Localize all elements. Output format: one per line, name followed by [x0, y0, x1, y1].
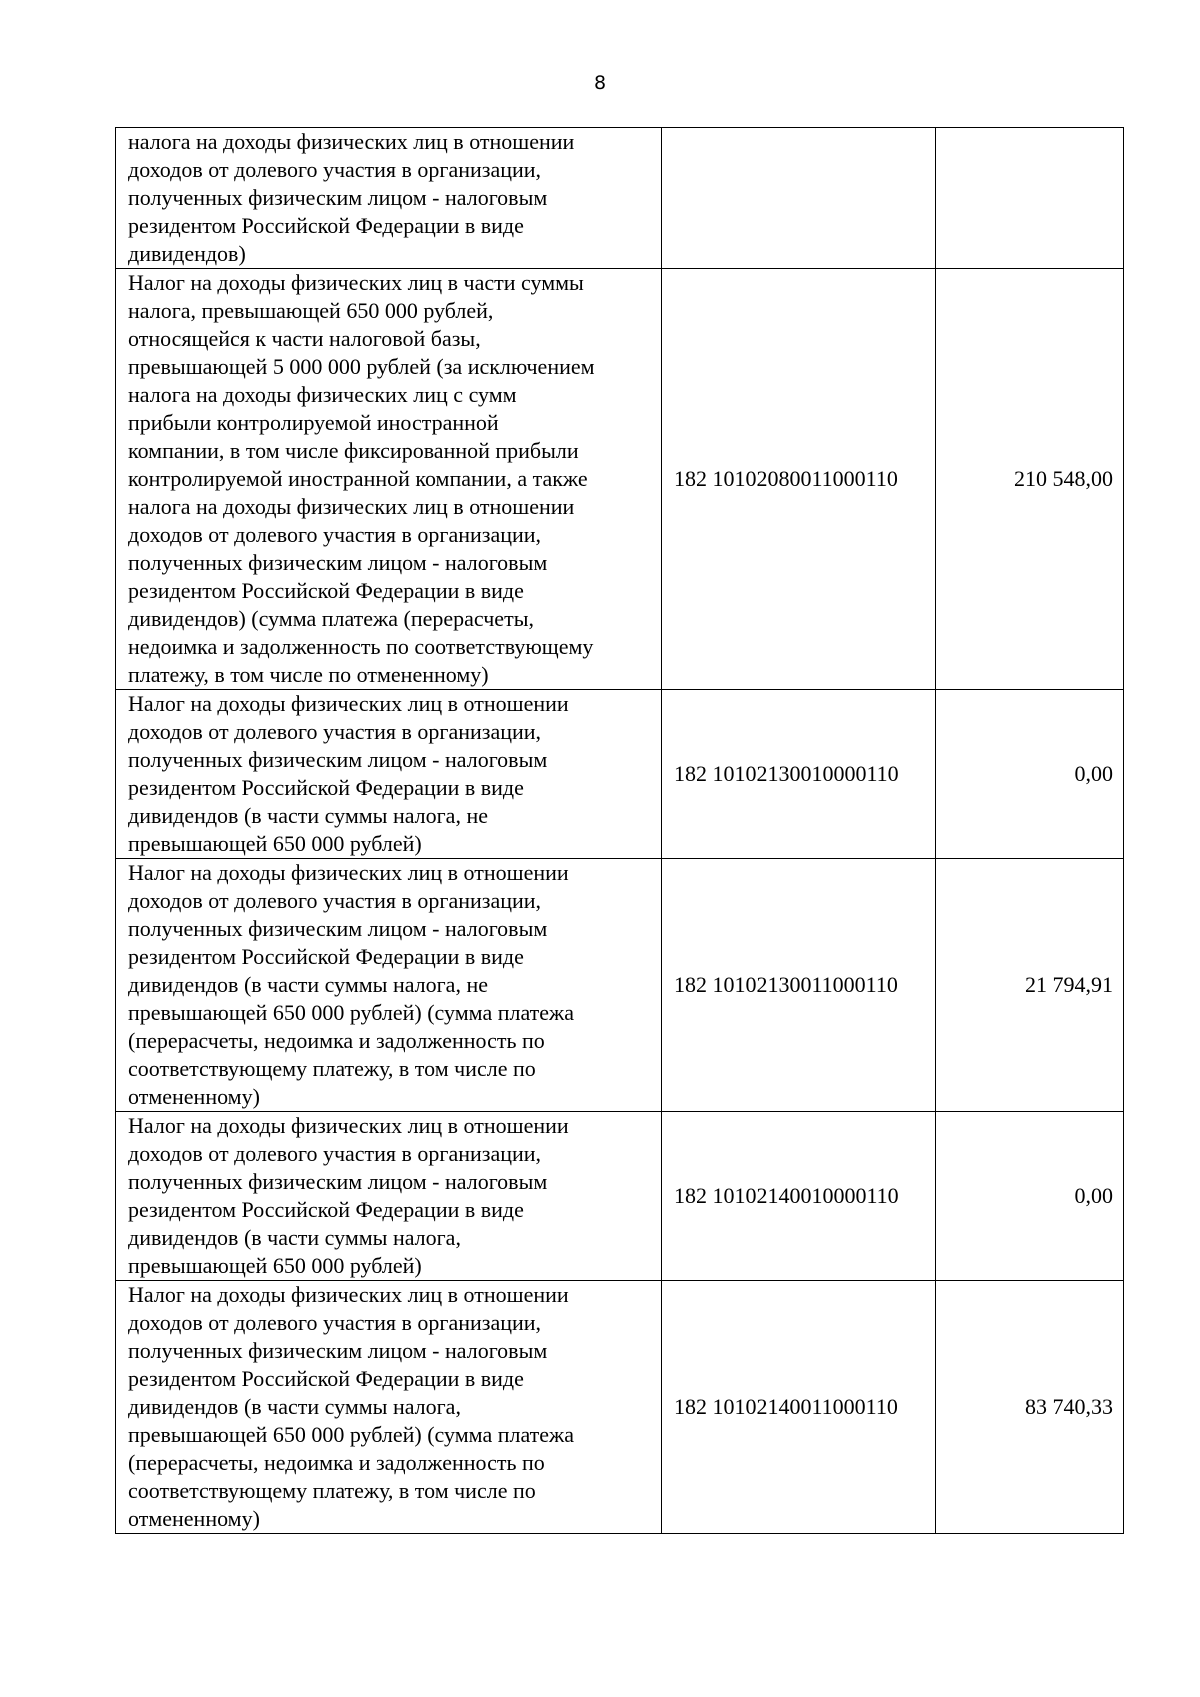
table-row	[116, 1112, 1124, 1281]
table-row	[116, 690, 1124, 859]
description-line: Налог на доходы физических лиц в отношении	[128, 691, 569, 716]
description-line: превышающей 650 000 рублей)	[128, 831, 422, 856]
description-line: (перерасчеты, недоимка и задолженность по	[128, 1450, 545, 1475]
table-row	[116, 128, 1124, 269]
budget-classification-code-cell: 182 10102080011000110	[662, 269, 936, 690]
amount-cell: 83 740,33	[936, 1281, 1124, 1534]
budget-classification-code-cell: 182 10102140011000110	[662, 1281, 936, 1534]
description-line: полученных физическим лицом - налоговым	[128, 185, 548, 210]
description-line: недоимка и задолженность по соответствующему	[128, 634, 594, 659]
description-line: налога, превышающей 650 000 рублей,	[128, 298, 494, 323]
description-line: резидентом Российской Федерации в виде	[128, 578, 524, 603]
tax-description-cell	[116, 269, 662, 690]
tax-description-cell	[116, 690, 662, 859]
description-line: резидентом Российской Федерации в виде	[128, 1197, 524, 1222]
description-line: дивидендов) (сумма платежа (перерасчеты,	[128, 606, 534, 631]
description-line: доходов от долевого участия в организации,	[128, 157, 542, 182]
description-line: доходов от долевого участия в организации,	[128, 888, 542, 913]
description-line: доходов от долевого участия в организации,	[128, 1310, 542, 1335]
description-line: соответствующему платежу, в том числе по	[128, 1478, 536, 1503]
tax-description-cell	[116, 1281, 662, 1534]
budget-classification-code-cell: 182 10102130010000110	[662, 690, 936, 859]
description-line: отмененному)	[128, 1506, 260, 1531]
description-line: дивидендов (в части суммы налога,	[128, 1394, 461, 1419]
table-row	[116, 859, 1124, 1112]
table-row	[116, 269, 1124, 690]
description-line: отмененному)	[128, 1084, 260, 1109]
description-line: дивидендов (в части суммы налога,	[128, 1225, 461, 1250]
description-line: Налог на доходы физических лиц в отношении	[128, 1113, 569, 1138]
tax-table-body	[116, 128, 1124, 1534]
description-line: налога на доходы физических лиц с сумм	[128, 382, 517, 407]
description-line: Налог на доходы физических лиц в отношении	[128, 860, 569, 885]
amount-cell: 0,00	[936, 690, 1124, 859]
description-line: платежу, в том числе по отмененному)	[128, 662, 489, 687]
description-line: Налог на доходы физических лиц в части суммы	[128, 270, 584, 295]
table-row	[116, 1281, 1124, 1534]
description-line: резидентом Российской Федерации в виде	[128, 1366, 524, 1391]
description-line: резидентом Российской Федерации в виде	[128, 944, 524, 969]
budget-classification-code-cell: 182 10102130011000110	[662, 859, 936, 1112]
tax-description-cell	[116, 859, 662, 1112]
description-line: полученных физическим лицом - налоговым	[128, 747, 548, 772]
description-line: полученных физическим лицом - налоговым	[128, 1338, 548, 1363]
description-line: превышающей 5 000 000 рублей (за исключением	[128, 354, 595, 379]
tax-description-cell	[116, 1112, 662, 1281]
description-line: соответствующему платежу, в том числе по	[128, 1056, 536, 1081]
description-line: дивидендов (в части суммы налога, не	[128, 803, 488, 828]
description-line: полученных физическим лицом - налоговым	[128, 916, 548, 941]
description-line: относящейся к части налоговой базы,	[128, 326, 481, 351]
amount-cell	[936, 128, 1124, 269]
description-line: полученных физическим лицом - налоговым	[128, 1169, 548, 1194]
description-line: превышающей 650 000 рублей)	[128, 1253, 422, 1278]
budget-classification-code-cell	[662, 128, 936, 269]
description-line: резидентом Российской Федерации в виде	[128, 213, 524, 238]
description-line: налога на доходы физических лиц в отношении	[128, 494, 575, 519]
description-line: резидентом Российской Федерации в виде	[128, 775, 524, 800]
tax-description-cell	[116, 128, 662, 269]
description-line: компании, в том числе фиксированной прибыли	[128, 438, 579, 463]
description-line: дивидендов)	[128, 241, 246, 266]
description-line: превышающей 650 000 рублей) (сумма платежа	[128, 1422, 574, 1447]
page-number: 8	[593, 72, 607, 94]
amount-cell: 0,00	[936, 1112, 1124, 1281]
description-line: Налог на доходы физических лиц в отношении	[128, 1282, 569, 1307]
description-line: полученных физическим лицом - налоговым	[128, 550, 548, 575]
description-line: прибыли контролируемой иностранной	[128, 410, 499, 435]
description-line: доходов от долевого участия в организации,	[128, 522, 542, 547]
description-line: дивидендов (в части суммы налога, не	[128, 972, 488, 997]
amount-cell: 210 548,00	[936, 269, 1124, 690]
description-line: доходов от долевого участия в организации,	[128, 1141, 542, 1166]
budget-classification-code-cell: 182 10102140010000110	[662, 1112, 936, 1281]
description-line: налога на доходы физических лиц в отношении	[128, 129, 575, 154]
description-line: доходов от долевого участия в организации,	[128, 719, 542, 744]
description-line: (перерасчеты, недоимка и задолженность по	[128, 1028, 545, 1053]
tax-revenue-table	[115, 127, 1124, 1534]
description-line: превышающей 650 000 рублей) (сумма платежа	[128, 1000, 574, 1025]
description-line: контролируемой иностранной компании, а также	[128, 466, 588, 491]
amount-cell: 21 794,91	[936, 859, 1124, 1112]
